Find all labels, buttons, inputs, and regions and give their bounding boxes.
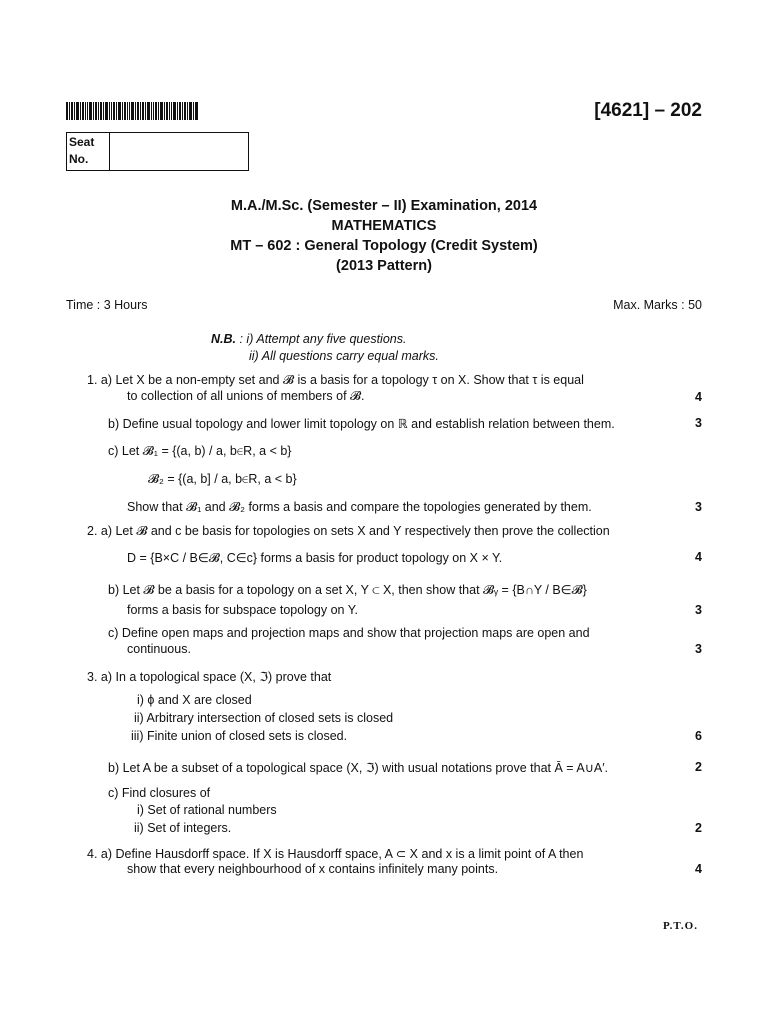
pto-label: P.T.O. xyxy=(662,920,698,932)
q2c-line1: c) Define open maps and projection maps and show that projection maps are open and xyxy=(108,626,590,640)
nb-item-2: ii) All questions carry equal marks. xyxy=(249,349,439,363)
pattern-title: (2013 Pattern) xyxy=(336,258,432,274)
q3a-item-2: ii) Arbitrary intersection of closed sets is closed xyxy=(134,711,394,725)
q1a-line2: to collection of all unions of members of 𝓑. xyxy=(127,389,365,403)
q2c-marks: 3 xyxy=(695,642,702,656)
q3c-item-1: i) Set of rational numbers xyxy=(137,803,277,817)
q1c-line2: 𝓑₂ = {(a, b] / a, b∈R, a < b} xyxy=(148,472,297,486)
nb-block: N.B. : i) Attempt any five questions. xyxy=(211,332,407,346)
barcode xyxy=(66,102,198,120)
exam-title: M.A./M.Sc. (Semester – II) Examination, 2014 xyxy=(230,198,538,214)
nb-label: N.B. xyxy=(211,332,236,346)
q2a-line1: 2. a) Let 𝓑 and c be basis for topologies on sets X and Y respectively then prove the collection xyxy=(87,524,610,538)
q1b-marks: 3 xyxy=(695,416,702,430)
q4a-line1: 4. a) Define Hausdorff space. If X is Hausdorff space, A ⊂ X and x is a limit point of A then xyxy=(87,847,584,861)
nb-item-1: i) Attempt any five questions. xyxy=(246,332,407,346)
q3a-item-3: iii) Finite union of closed sets is closed. xyxy=(131,729,348,743)
q3a-item-1: i) ϕ and X are closed xyxy=(137,693,252,707)
q3c-text: c) Find closures of xyxy=(108,786,211,800)
time-label: Time : 3 Hours xyxy=(66,298,148,312)
q1a-line1: 1. a) Let X be a non-empty set and 𝓑 is a basis for a topology τ on X. Show that τ is equal xyxy=(87,373,584,387)
seat-label: Seat No. xyxy=(67,133,110,170)
q3a-text: 3. a) In a topological space (X, ℑ) prove that xyxy=(87,670,332,684)
seat-number-field[interactable] xyxy=(110,133,248,170)
q3a-marks: 6 xyxy=(695,729,702,743)
q1a-marks: 4 xyxy=(695,390,702,404)
course-title: MT – 602 : General Topology (Credit System) xyxy=(230,238,538,254)
q4a-line2: show that every neighbourhood of x contains infinitely many points. xyxy=(127,862,499,876)
q4a-marks: 4 xyxy=(695,862,702,876)
q1c-marks: 3 xyxy=(695,500,702,514)
max-marks-label: Max. Marks : 50 xyxy=(613,298,702,312)
subject-title: MATHEMATICS xyxy=(331,218,437,234)
q2b-line2: forms a basis for subspace topology on Y. xyxy=(127,603,358,617)
paper-code: [4621] – 202 xyxy=(594,100,702,121)
seat-number-box xyxy=(66,132,249,171)
q2c-line2: continuous. xyxy=(127,642,191,656)
q3b-marks: 2 xyxy=(695,760,702,774)
q2b-marks: 3 xyxy=(695,603,702,617)
q1c-line1: c) Let 𝓑₁ = {(a, b) / a, b∈R, a < b} xyxy=(108,444,292,458)
q3b-text: b) Let A be a subset of a topological space (X, ℑ) with usual notations prove that Ā = A∪A′. xyxy=(108,761,609,775)
q2a-line2: D = {B×C / B∈𝓑, C∈c} forms a basis for product topology on X × Y. xyxy=(127,551,503,565)
q3c-item-2: ii) Set of integers. xyxy=(134,821,232,835)
q1b-text: b) Define usual topology and lower limit topology on ℝ and establish relation between them. xyxy=(108,417,615,431)
q2b-line1: b) Let 𝓑 be a basis for a topology on a set X, Y ⊂ X, then show that 𝓑ᵧ = {B∩Y / B∈𝓑} xyxy=(108,583,587,597)
q1c-line3: Show that 𝓑₁ and 𝓑₂ forms a basis and compare the topologies generated by them. xyxy=(127,500,592,514)
q2a-marks: 4 xyxy=(695,550,702,564)
q3c-marks: 2 xyxy=(695,821,702,835)
